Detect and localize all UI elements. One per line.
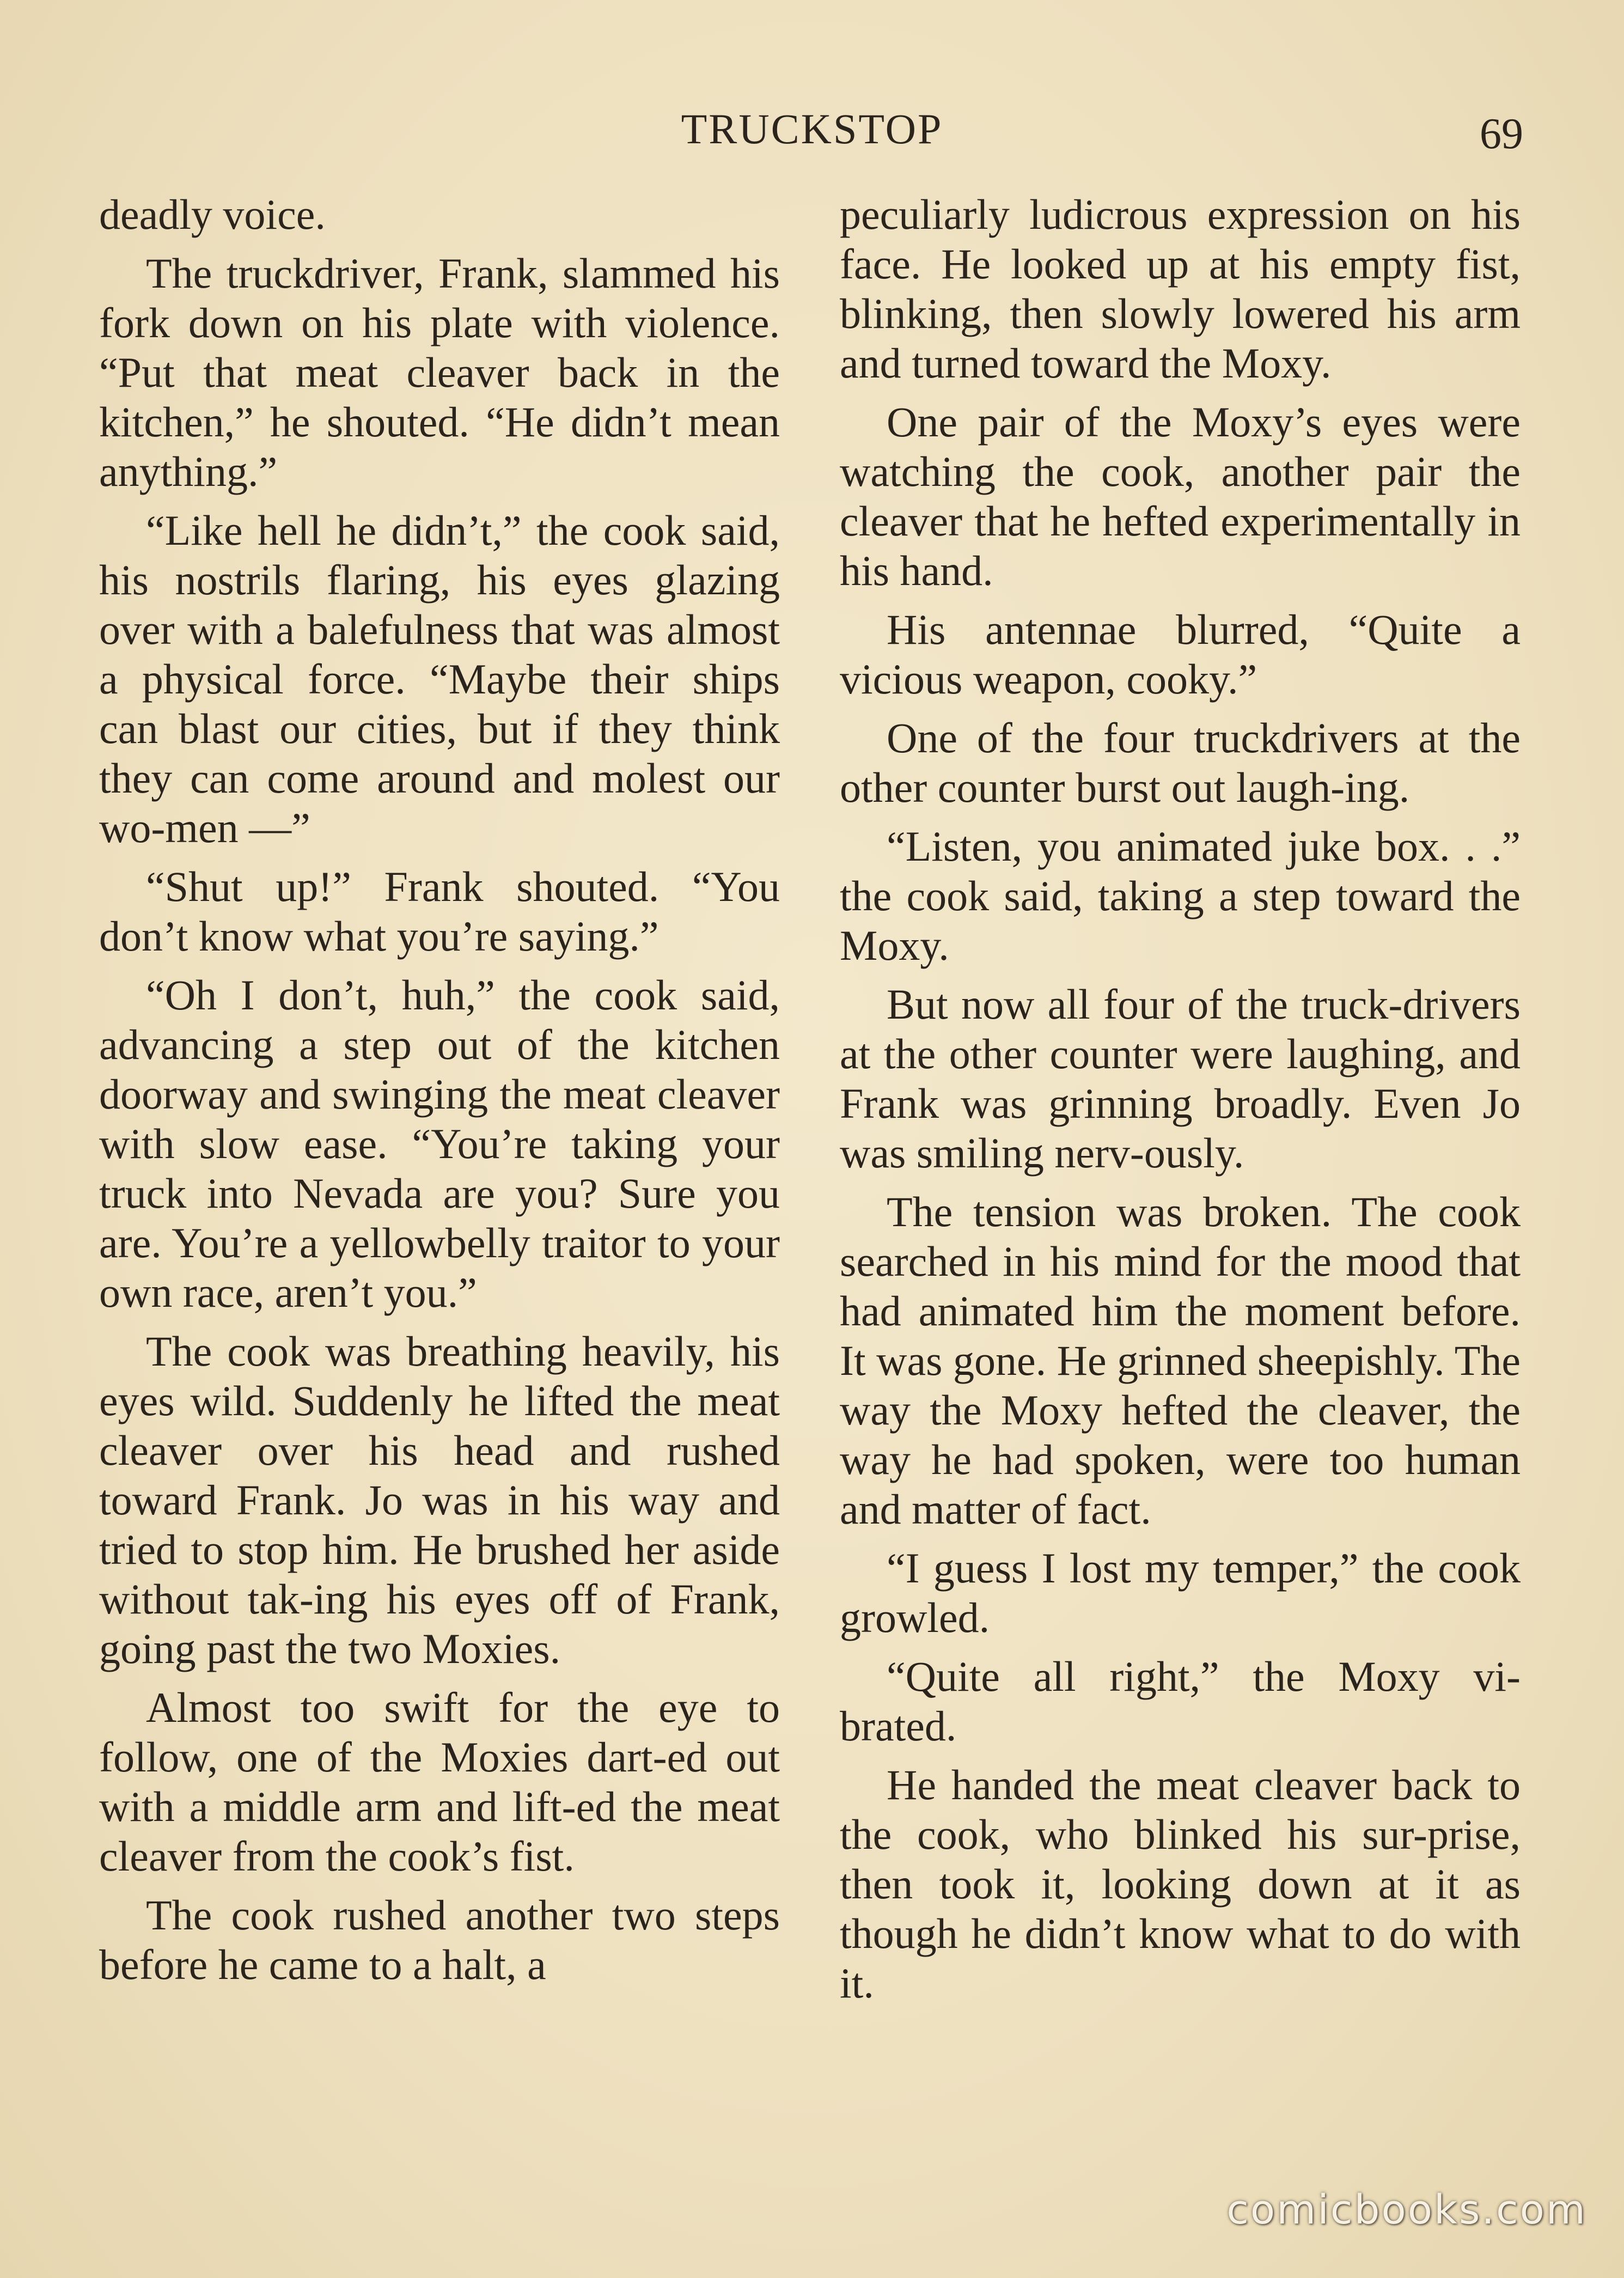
paragraph: His antennae blurred, “Quite a vicious weapon, cooky.” [840, 606, 1521, 703]
paragraph: “Shut up!” Frank shouted. “You don’t know what you’re saying.” [99, 863, 780, 960]
right-column [840, 190, 1521, 2017]
paragraph: The cook was breathing heavily, his eyes wild. Suddenly he lifted the meat cleaver over his head and rushed toward Frank. Jo was in his way and tried to stop him. He brushed her aside without tak-ing his eyes off of Frank, going past the two Moxies. [99, 1327, 780, 1672]
paragraph: The truckdriver, Frank, slammed his fork down on his plate with violence. “Put that meat cleaver back in the kitchen,” he shouted. “He didn’t mean anything.” [99, 249, 780, 495]
paragraph: One pair of the Moxy’s eyes were watching the cook, another pair the cleaver that he hefted experimentally in his hand. [840, 398, 1521, 594]
paragraph: But now all four of the truck-drivers at the other counter were laughing, and Frank was grinning broadly. Even Jo was smiling nerv-ously. [840, 980, 1521, 1177]
paragraph: deadly voice. [99, 191, 326, 238]
paragraph: The tension was broken. The cook searched in his mind for the mood that had animated him the moment before. It was gone. He grinned sheepishly. The way the Moxy hefted the cleaver, the way he had spoken, were too human and matter of fact. [840, 1188, 1521, 1533]
watermark-logo: comicbooks.com [1226, 2186, 1587, 2233]
paragraph: peculiarly ludicrous expression on his face. He looked up at his empty fist, blinking, then slowly lowered his arm and turned toward the Moxy. [840, 191, 1521, 387]
paragraph: The cook rushed another two steps before he came to a halt, a [99, 1891, 780, 1988]
paragraph: “I guess I lost my temper,” the cook growled. [840, 1544, 1521, 1641]
paragraph: He handed the meat cleaver back to the cook, who blinked his sur-prise, then took it, looking down at it as though he didn’t know what to do with it. [840, 1761, 1521, 2007]
page-number: 69 [1480, 110, 1523, 158]
paragraph: One of the four truckdrivers at the other counter burst out laugh-ing. [840, 714, 1521, 811]
paragraph: “Quite all right,” the Moxy vi-brated. [840, 1653, 1521, 1750]
paragraph: “Like hell he didn’t,” the cook said, his nostrils flaring, his eyes glazing over with a balefulness that was almost a physical force. “Maybe their ships can blast our cities, but if they think they can come around and molest our wo-men —” [99, 507, 780, 851]
paragraph: “Oh I don’t, huh,” the cook said, advancing a step out of the kitchen doorway and swinging the meat cleaver with slow ease. “You’re taking your truck into Nevada are you? Sure you are. You’re a yellowbelly traitor to your own race, aren’t you.” [99, 971, 780, 1316]
paragraph: Almost too swift for the eye to follow, one of the Moxies dart-ed out with a middle arm and lift-ed the meat cleaver from the cook’s fist. [99, 1684, 780, 1880]
paragraph: “Listen, you animated juke box. . .” the cook said, taking a step toward the Moxy. [840, 823, 1521, 969]
left-column [99, 190, 780, 1999]
running-title: TRUCKSTOP [681, 105, 943, 153]
